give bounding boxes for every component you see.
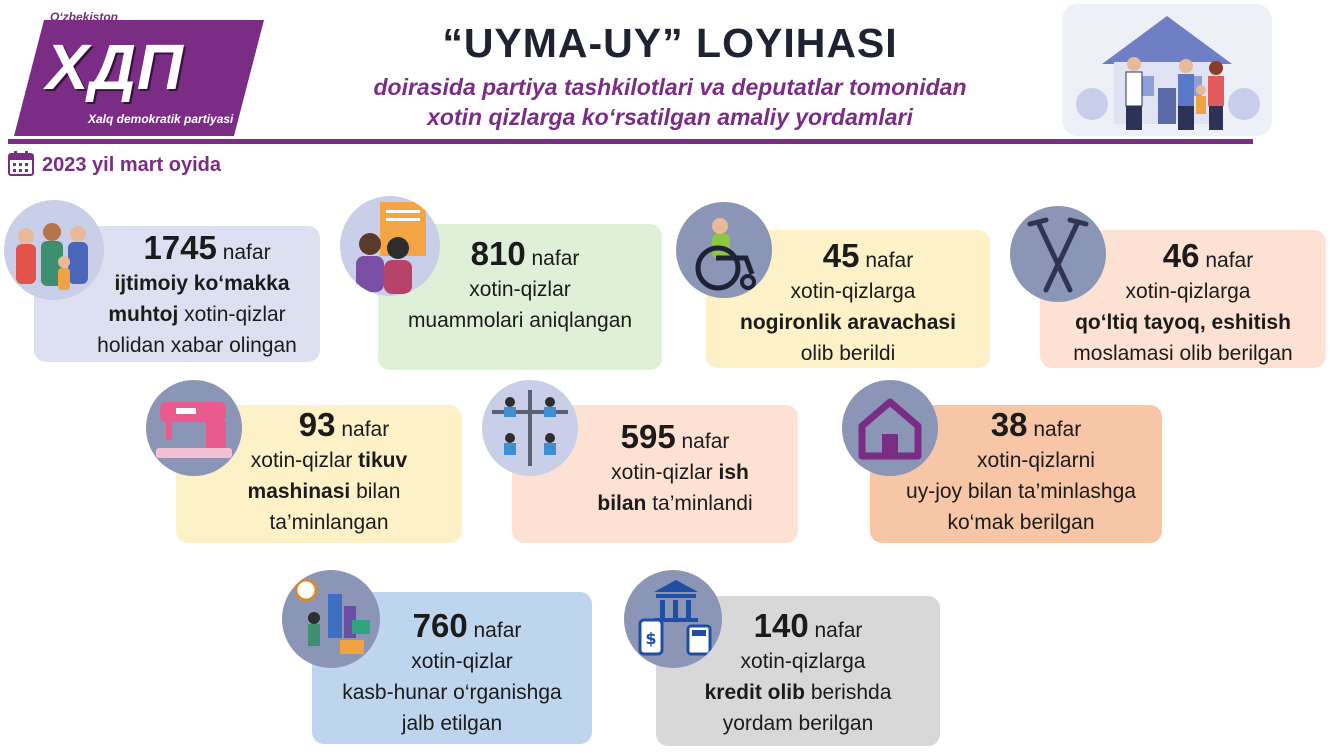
stat-unit: nafar [467,619,522,642]
stat-text: ko‘mak berilgan [947,511,1095,534]
house-icon [842,380,938,476]
stat-text: xotin-qizlar [178,303,286,326]
stat-text-bold: bilan [597,492,647,515]
stat-text: uy-joy bilan ta’minlashga [906,480,1136,503]
logo-country: O‘zbekiston [50,10,119,24]
calendar-icon [8,150,34,176]
stat-number: 140 [753,607,809,644]
stat-unit: nafar [859,249,914,272]
page-title: “UYMA-UY” LOYIHASI [442,20,898,66]
stat-text: olib berildi [800,342,896,365]
stat-number: 46 [1162,237,1200,274]
logo-abbreviation: ХДП [46,31,184,103]
logo-full-name: Xalq demokratik partiyasi [88,112,234,126]
page-subtitle-line-1: doirasida partiya tashkilotlari va deputatlar tomonidan [373,74,967,100]
stat-text-bold: mashinasi [247,480,351,503]
house-family-illustration [1062,4,1272,136]
stat-unit: nafar [675,430,730,453]
header-divider [8,139,1253,144]
party-logo [6,8,268,136]
stat-text: berishda [804,681,892,704]
page-subtitle-line-2: xotin qizlarga ko‘rsatilgan amaliy yordamlari [427,104,913,130]
stat-text: xotin-qizlarni [977,449,1095,472]
bank-icon [624,570,722,668]
stat-text: ta’minlangan [269,511,389,534]
stat-text-bold: tikuv [358,449,408,472]
stat-text-bold: muhtoj [108,303,179,326]
stat-number: 38 [990,406,1028,443]
stat-number: 1745 [143,229,217,266]
stat-text-bold: qo‘ltiq tayoq, eshitish [1075,311,1291,334]
stat-unit: nafar [1199,249,1254,272]
stat-unit: nafar [525,247,580,270]
stat-text: jalb etilgan [401,712,503,735]
stat-text-bold: kredit olib [704,681,805,704]
stat-text: xotin-qizlar [469,278,571,301]
stat-text-bold: ish [718,461,749,484]
stat-unit: nafar [335,418,390,441]
stat-text-bold: nogironlik aravachasi [740,311,956,334]
stat-number: 595 [620,418,676,455]
stat-text: xotin-qizlarga [1125,280,1251,303]
stat-unit: nafar [1027,418,1082,441]
stat-text: holidan xabar olingan [97,334,297,357]
stat-text: yordam berilgan [722,712,874,735]
stat-number: 93 [298,406,336,443]
stat-text: bilan [350,480,401,503]
stat-unit: nafar [808,619,863,642]
women-group-icon [340,196,440,296]
stat-text: xotin-qizlar [411,650,513,673]
stat-number: 810 [470,235,526,272]
office-workers-icon [482,380,578,476]
stat-text-bold: ijtimoiy ko‘makka [114,272,290,295]
stat-text: ta’minlandi [646,492,753,515]
stat-unit: nafar [216,241,271,264]
stat-text: xotin-qizlarga [790,280,916,303]
stat-text: xotin-qizlar [611,461,719,484]
stat-text: xotin-qizlar [250,449,359,472]
period-label: 2023 yil mart oyida [42,154,221,176]
crutches-icon [1010,206,1106,302]
stat-text: moslamasi olib berilgan [1073,342,1293,365]
stat-number: 45 [822,237,860,274]
training-icon [282,570,380,668]
sewing-machine-icon [146,380,242,476]
stat-number: 760 [412,607,468,644]
stat-text: xotin-qizlarga [740,650,866,673]
svg-text:$: $ [645,629,657,648]
wheelchair-icon [676,202,772,298]
stat-text: kasb-hunar o‘rganishga [342,681,562,704]
stat-text: muammolari aniqlangan [407,309,633,332]
families-icon [4,200,104,300]
